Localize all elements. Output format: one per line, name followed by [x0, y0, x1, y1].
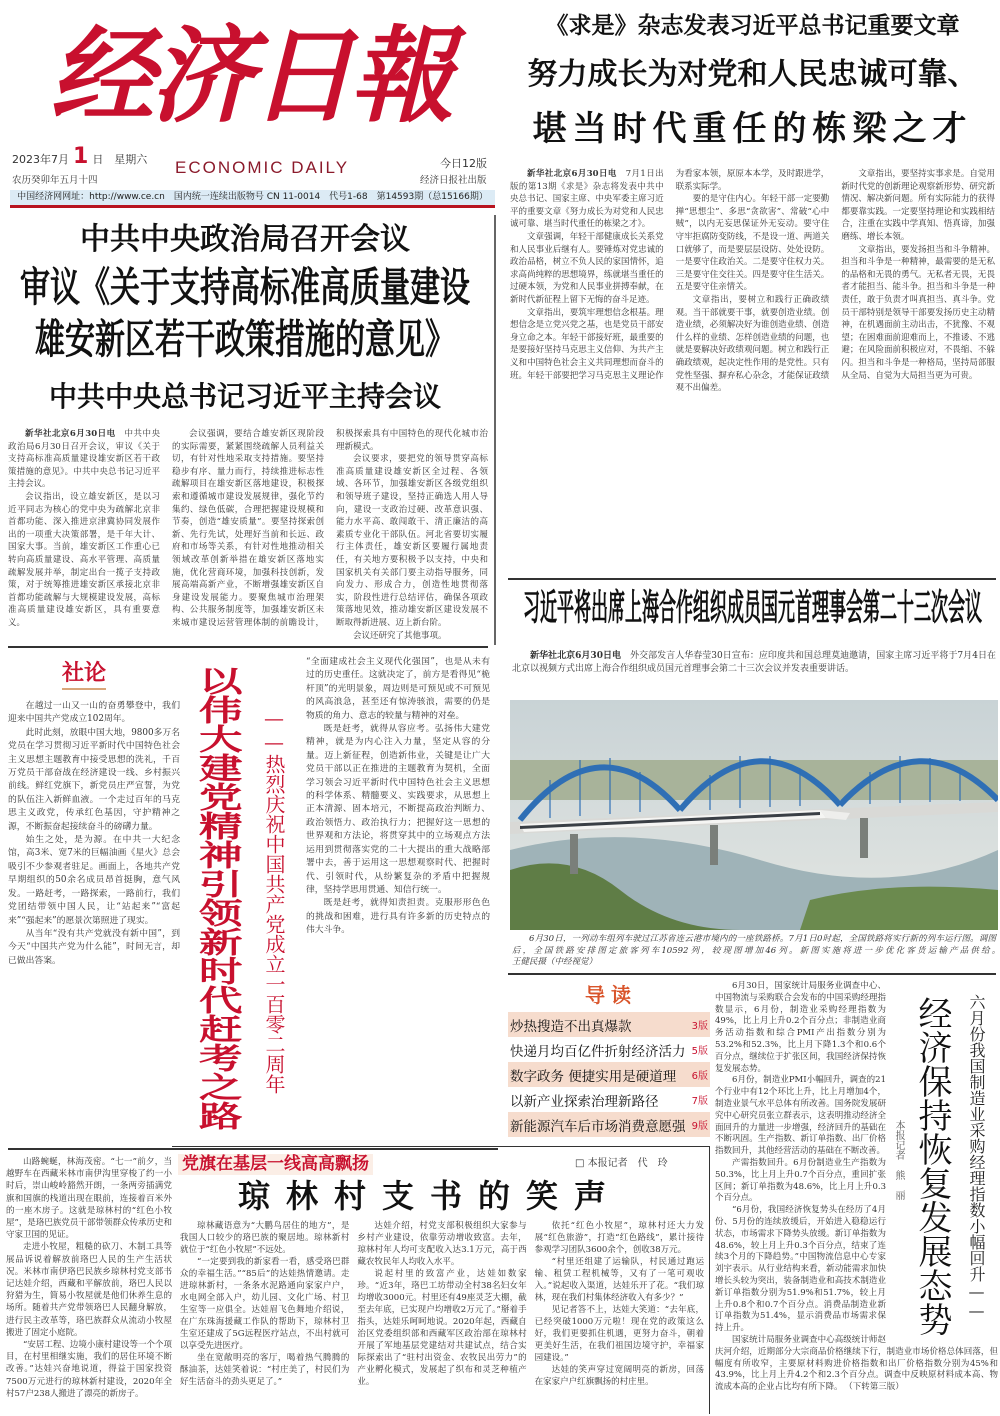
photo-image [510, 700, 998, 930]
guide-list [508, 1012, 710, 1137]
paragraph: 国家统计局服务业调查中心高级统计师赵庆河介绍，近期部分大宗商品价格继续下行，制造业市场价格总体回落，但幅度有所收窄，主要原材料购进价格指数和出厂价格指数分别为45%和43.9%，比上月上升4.2个和2.3个百分点。调查中反映原材料成本高、物流成本高的企业占比均有所下降。 [715, 1334, 998, 1393]
paragraph: 琼林藏语意为“大鹏鸟居住的地方”，是我国人口较少的珞巴族的聚居地。琼林新村就位于“红色小牧屋”不远处。 [180, 1221, 350, 1255]
qiushi-title-line1: 努力成长为对党和人民忠诚可靠、 [527, 57, 978, 92]
guide-item-text: 以新产业探索治理新路径 [510, 1093, 659, 1110]
feature-byline: □ 本报记者 代 玲 [575, 1158, 668, 1169]
date-day: 1 [73, 144, 89, 169]
paragraph: 既是赶考，就得知责担责。克服形形色色的挑战和困难，进行具有许多新的历史特点的伟大斗争。 [306, 898, 490, 936]
paragraph: 山路蜿蜒，林海茂密。“七一”前夕，当越野车在西藏米林市南伊沟里穿梭了约一小时后，崇山峻岭豁然开朗，一条两旁插满党旗和国旗的栈道出现在眼前，连接着百米外的一座木房子。这就是琼林村的“红色小牧屋”，是珞巴族党员干部带领群众传承历史和守家卫国的见证。 [6, 1157, 172, 1241]
caption-text: 6月30日，一列动车组列车驶过江苏省连云港市境内的一座铁路桥。7月1日0时起，全国铁路将实行新的列车运行图。调图后，全国铁路安排图定旅客列车10592列，较现图增加46列。新图实施将进一步优化客货运输产品供给。 [512, 934, 996, 956]
feature-left-column [6, 1156, 172, 1400]
qiushi-kicker: 《求是》杂志发表习近平总书记重要文章 [545, 13, 960, 39]
paragraph: “一定要到我的新家看一看，感受珞巴群众的幸福生活。”“85后”的达娃热情邀请。走进琼林新村，一条条水泥路通向家家户户，水电网全部入户，幼儿园、文化广场、村卫生室等一应俱全。达娃眉飞色舞地介绍说，在广东珠海援藏工作队的帮助下，琼林村卫生室还建成了5G远程医疗站点，不出村就可以享受先进医疗。 [180, 1257, 350, 1351]
paragraph: 会议强调，要结合雄安新区现阶段的实际需要，紧紧围绕疏解人员利益关切，有针对性地采取支持措施。要坚持稳步有序、量力而行，持续推进标志性疏解项目在雄安新区落地建设，积极探索和遵循城市建设发展规律，强化节约集约、绿色低碳，合理把握建设规模和节奏，创造“雄安质量”。要坚持探索创新、先行先试，处理好当前和长远、政府和市场等关系，有针对性地推动相关领域改革创新举措在雄安新区落地实施，优化营商环境，加强科技创新，发展高端高新产业，不断增强雄安新区自身建设发展能力。要聚焦城市治理架构、公共服务制度等，加强雄安新区未来城市建设运营管理体制的前瞻设计，积极探索具有中国特色的现代化城市治理新模式。 [172, 429, 488, 628]
lead-title-line2: 雄安新区若干政策措施的意见》 [35, 316, 455, 364]
editorial-subtitle: ——热烈庆祝中国共产党成立一百零二周年 [262, 706, 286, 1094]
train-bridge-photo [510, 700, 998, 930]
feature-right-columns [180, 1220, 704, 1388]
guide-item[interactable] [508, 1087, 710, 1112]
paragraph: 达娃的笑声穿过宽阔明亮的新房，回荡在家家户户红旗飘扬的村庄里。 [534, 1365, 704, 1387]
lead-subtitle: 中共中央总书记习近平主持会议 [48, 380, 441, 413]
paragraph: 走进小牧屋，粗糙的砍刀、木制工具等展品诉说着解放前珞巴人民的生产生活状况。米林市南伊珞巴民族乡琼林村党支部书记达娃介绍，西藏和平解放前，珞巴人民以狩猎为生，简易小牧屋就是他们休养生息的场所。随着共产党带领珞巴人民翻身解放，进行民主改革等，珞巴族群众从流动小牧屋搬进了固定小庭院。 [6, 1242, 172, 1338]
guide-title: 导读 [585, 983, 637, 1007]
sco-title: 习近平将出席上海合作组织成员国元首理事会第二十三次会议 [523, 587, 982, 630]
paragraph: 产需指数回升。6月份制造业生产指数为50.3%，比上月上升0.7个百分点，重回扩张区间；新订单指数为48.6%，比上月上升0.3个百分点。 [715, 1157, 886, 1204]
dateline: 新华社北京6月30日电 [530, 651, 622, 661]
paragraph: 始生之处，是为源。在中共一大纪念馆，高3米、宽7米的巨幅油画《星火》总会吸引不少参观者驻足。画面上，各地共产党早期组织的50余名成员昂首挺胸，意气风发。一路赶考，一路探索，一路前行，我们党团结带领中国人民，让“站起来”“富起来”“强起来”的愿景次第照进了现实。 [8, 835, 180, 926]
paragraph: 中共中央政治局6月30日召开会议，审议《关于支持高标准高质量建设雄安新区若干政策措施的意见》。中共中央总书记习近平主持会议。 [8, 429, 160, 490]
paragraph: 要的是守住内心。年轻干部一定要勤掸“思想尘”、多思“贪欲害”、常破“心中贼”，以内无妄思保证外无妄动。要守住守牢拒腐防变防线，不是设一道、两道关口就够了，而是要层层设防、处处设防。一是要守住政治关。二是要守住权力关。三是要守住交往关。四是要守住生活关。五是要守住亲情关。 [675, 194, 830, 293]
guide-item-page: 9版 [691, 1121, 708, 1132]
paragraph: 坐在宽敞明亮的客厅，喝着热气腾腾的酥油茶，达娃笑着说：“村庄美了，村民们为好生活奋斗的劲头更足了。” [180, 1353, 350, 1387]
dateline: 新华社北京6月30日电 [527, 169, 617, 179]
paragraph: 依托“红色小牧屋”，琼林村还大力发展“红色旅游”，打造“红色路线”，累计接待参观学习团队3600余个，创收38万元。 [534, 1221, 704, 1255]
section-divider [8, 1148, 498, 1150]
publisher: 经济日报社出版 [420, 175, 487, 186]
paragraph: 见记者答不上，达娃大笑道：“去年底，已经突破1000万元啦！现在党的政策这么好，我们更要抓住机遇，更努力奋斗，朝着更美好生活，在我们祖国边境守护，幸福家园建设。” [534, 1305, 704, 1363]
section-divider [508, 973, 996, 975]
paragraph: 6月30日，国家统计局服务业调查中心、中国物流与采购联合会发布的中国采购经理指数显示，6月份，制造业采购经理指数为49%，比上月上升0.2个百分点；非制造业商务活动指数和综合PMI产出指数分别为53.2%和52.3%，比上月下降1.3个和0.6个百分点，继续位于扩张区间，我国经济保持恢复发展态势。 [715, 981, 886, 1074]
pmi-title: 经济保持恢复发展态势 [912, 996, 952, 1336]
paragraph: 6月份，制造业PMI小幅回升，调查的21个行业中有12个环比上升，比上月增加4个，制造业景气水平总体有所改善。国务院发展研究中心研究员张立群表示，这表明推动经济全面回升的力量进一步增强，经济回升的基础在不断巩固。生产指数、新订单指数、出厂价格指数回升，其他经营活动的基础在不断改善。 [715, 1075, 886, 1157]
issue-date [12, 146, 147, 170]
page-count: 今日12版 [440, 157, 487, 170]
editorial-title: 以伟大建党精神引领新时代赶考之路 [193, 666, 244, 1130]
photo-caption [512, 934, 996, 969]
guide-item[interactable] [508, 1112, 710, 1137]
editorial-left-column [8, 700, 180, 968]
paragraph: 7月1日出版的第13期《求是》杂志将发表中共中央总书记、国家主席、中央军委主席习近平的重要文章《努力成长为对党和人民忠诚可靠、堪当时代重任的栋梁之才》。 [510, 169, 664, 230]
guide-item-text: 快递月均百亿件折射经济活力 [510, 1043, 686, 1060]
paragraph: 文章指出，要筑牢理想信念根基。理想信念是立党兴党之基，也是党员干部安身立命之本。年轻干部接好班，最重要的是要接好坚持马克思主义信仰、为共产主义和中国特色社会主义共同理想而奋斗的班。年轻干部要把学习马克思主义理论作为看家本领，原原本本学，及时跟进学，联系实际学。 [510, 169, 830, 381]
paragraph: 既是赶考，就得从容应考。弘扬伟大建党精神，就是为内心注入力量，坚定从容的分量。迈上新征程，创造新伟业，关键是让广大党员干部以正在推进的主题教育为契机，全面学习领会习近平新时代中国特色社会主义思想的科学体系、精髓要义、实践要求，从思想上正本清源、固本培元，不断提高政治判断力、政治领悟力、政治执行力；把握好这一思想的世界观和方法论，将贯穿其中的立场观点方法运用到贯彻落实党的二十大提出的重大战略部署中去，善于运用这一思想观察时代、把握时代、引领时代，从纷繁复杂的矛盾中把握规律，坚持学思用贯通、知信行统一。 [306, 724, 490, 895]
paragraph: “全面建成社会主义现代化强国”，也是从未有过的历史重任。这就决定了，前方是看得见“桅杆顶”的光明景象，周边则是可预见或不可预见的风高浪急，甚至还有惊涛骇浪，需要的仍是物质的角力、意志的较量与精神的对垒。 [306, 657, 490, 721]
info-bar: 中国经济网网址：http://www.ce.cn 国内统一连续出版物号 CN 11-0014 代号1-68 第14593期（总15166期） [10, 190, 495, 208]
lead-title-line1: 审议《关于支持高标准高质量建设 [20, 264, 470, 312]
paragraph: 文章指出，要树立和践行正确政绩观。当干部就要干事，就要创造业绩。创造业绩，必须解决好为谁创造业绩、创造什么样的业绩、怎样创造业绩的问题，也就是要解决好政绩观问题。树立和践行正确政绩观，起决定性作用的是党性。只有党性坚强、摒弃私心杂念，才能保证政绩观不出偏差。 [675, 294, 830, 394]
editorial-right-column [306, 656, 490, 938]
editorial-label: 社论 [62, 660, 106, 690]
paragraph: 文章强调，年轻干部健康成长关系党和人民事业后继有人。要锤炼对党忠诚的政治品格，树立不负人民的家国情怀，追求高尚纯粹的思想境界，练就堪当重任的过硬本领，为党和人民事业拼搏奉献，在新时代新征程上留下无悔的奋斗足迹。 [510, 231, 664, 305]
date-prefix: 2023年7月 [12, 153, 69, 166]
lead-kicker: 中共中央政治局召开会议 [80, 222, 410, 257]
box-border [709, 1146, 710, 1414]
lunar-date: 农历癸卯年五月十四 [12, 175, 98, 186]
paragraph: 在越过一山又一山的奋勇攀登中，我们迎来中国共产党成立102周年。 [8, 701, 180, 725]
paragraph: 说起村里的致富产业，达娃如数家珍。“近3年，珞巴工坊带动全村38名妇女年均增收3000元。村里还有49座灵芝大棚，截至去年底，已实现户均增收2万元了。”掰着手指头，达娃乐呵呵地说。2020年起，西藏自治区党委组织部和西藏军区政治部在琼林村开展了军地基层党建结对共建试点，结合实际探索出了“驻村出资金、农牧民出劳力”的产业孵化模式，发展起了织布和灵芝种植产业。 [357, 1269, 527, 1387]
paragraph: “安居工程、边境小康村建设等一个个项目，在村里相继实施，我们的居住环境不断改善。”达娃兴奋地说道，得益于国家投资7500万元进行的琼林新村建设，2020年全村57户238人搬进了漂亮的新房子。 [6, 1340, 172, 1399]
box-border [172, 1146, 710, 1147]
date-suffix: 日 星期六 [92, 153, 148, 166]
lead-article-body [8, 428, 488, 642]
photo-credit: 王健民摄（中经视觉） [512, 957, 598, 968]
paragraph: “村里还组建了运输队，村民通过跑运输、租赁工程机械等，又有了一笔可观收入。”说起收入渠道，达娃乐开了花。“我们琼林，现在我们村集体经济收入有多少？” [534, 1257, 704, 1303]
english-title: ECONOMIC DAILY [175, 158, 350, 177]
pmi-article-body [715, 981, 998, 1394]
pmi-subtitle: 六月份我国制造业采购经理指数小幅回升—— [967, 994, 986, 1320]
paragraph: “6月份，我国经济恢复势头在经历了4月份、5月份的连续放缓后，开始进入稳稳运行状态，市场需求下降势头放缓。新订单指数为48.6%，较上月上升0.3个百分点，结束了连续3个月的下降趋势。”中国物流信息中心专家刘宇表示。从行业结构来看，新动能需求加快增长头较为突出，装备制造业和高技术制造业新订单指数分别为51.9%和51.7%，较上月上升0.8个和0.7个百分点。消费品制造业新订单指数为51.4%，显示消费品市场需求保持上升。 [715, 1205, 886, 1334]
paragraph: 会议要求，要把党的领导贯穿高标准高质量建设雄安新区全过程、各领域、各环节，加强雄安新区各级党组织和领导班子建设，坚持正确选人用人导向，建设一支政治过硬、改革意识强、能力水平高、敢闯敢干、清正廉洁的高素质专业化干部队伍。河北省要切实履行主体责任，雄安新区要履行属地责任，有关地方要积极予以支持，中央和国家机关有关部门要主动指导服务，同向发力、形成合力，创造性地贯彻落实，阶段性进行总结评估，确保各项政策落地见效，推动雄安新区建设发展不断取得新进展、迈上新台阶。 [336, 454, 488, 628]
guide-item-text: 数字政务 便捷实用是硬道理 [510, 1068, 677, 1085]
paragraph: 从当年“没有共产党就没有新中国”，到今天“中国共产党为什么能”，时间无言，却已做出答案。 [8, 928, 180, 966]
pmi-byline: 本报记者 熊 丽 [893, 1120, 904, 1200]
guide-item[interactable] [508, 1012, 710, 1037]
paragraph: 达娃介绍，村党支部积极组织大家参与乡村产业建设，依靠劳动增收致富。去年，琼林村年人均可支配收入达3.1万元，高于西藏农牧民年人均收入水平。 [357, 1221, 527, 1267]
qiushi-article-body [510, 168, 995, 395]
sco-article-body [512, 650, 996, 677]
guide-item-text: 炒热搜造不出真爆款 [510, 1018, 632, 1035]
guide-item-page: 7版 [691, 1096, 708, 1107]
continued-note: （下转第三版） [848, 1382, 904, 1393]
guide-item-text: 新能源汽车后市场消费意愿强 [510, 1118, 686, 1135]
paragraph: 此时此刻，放眼中国大地，9800多万名党员在学习贯彻习近平新时代中国特色社会主义思想主题教育中接受思想的洗礼，千百万党员干部奋战在经济建设一线、乡村振兴前线。鲜红党旗下，新党员庄严宣誓，为党的队伍注入新鲜血液。一个走过百年的马克思主义政党，传承红色基因，守护精神之源，不断振奋起接续奋斗的磅礴力量。 [8, 727, 180, 832]
feature-title: 琼林村支书的笑声 [238, 1177, 623, 1215]
guide-item-page: 3版 [691, 1021, 708, 1032]
section-divider [508, 578, 996, 580]
paragraph: 文章指出，要发扬担当和斗争精神。担当和斗争是一种精神，最需要的是无私的品格和无畏的勇气。无私者无畏，无畏者才能担当、能斗争。担当和斗争是一种责任，敢于负责才叫真担当、真斗争。党员干部特别是领导干部要发扬历史主动精神，在机遇面前主动出击，不犹豫、不观望；在困难面前迎难而上，不推诿、不逃避；在风险面前积极应对，不畏缩、不躲闪。担当和斗争是一种格局，坚持局部服从全局、自觉为大局担当更为可贵。 [841, 244, 995, 381]
dateline: 新华社北京6月30日电 [25, 429, 116, 439]
guide-item[interactable] [508, 1062, 710, 1087]
paragraph: 会议指出，设立雄安新区，是以习近平同志为核心的党中央为疏解北京非首都功能、深入推进京津冀协同发展作出的一项重大决策部署，是千年大计、国家大事。当前，雄安新区工作重心已转向高质量建设、高水平管理、高质量疏解发展并举，制定出台一揽子支持政策，对于统筹推进雄安新区承接北京非首都功能疏解与大规模建设发展，高标准高质量建设雄安新区，具有重要意义。 [8, 491, 160, 628]
feature-kicker: 党旗在基层一线高高飘扬 [178, 1154, 373, 1175]
newspaper-logo: 经济日報 [50, 14, 451, 137]
column-rule [494, 215, 496, 645]
qiushi-title-line2: 堪当时代重任的栋梁之才 [532, 109, 973, 149]
paragraph: 会议还研究了其他事项。 [353, 630, 447, 641]
guide-item[interactable] [508, 1037, 710, 1062]
paragraph: 文章指出，要坚持实事求是。自觉用新时代党的创新理论观察新形势、研究新情况、解决新问题。所有实际能力的获得都要靠实践。一定要坚持理论和实践相结合，注重在实践中学真知、悟真谛，加强磨练、增长本领。 [841, 169, 995, 242]
guide-item-page: 6版 [691, 1071, 708, 1082]
guide-item-page: 5版 [691, 1046, 708, 1057]
paragraph: 外交部发言人华春莹30日宣布：应印度共和国总理莫迪邀请，国家主席习近平将于7月4日在北京以视频方式出席上海合作组织成员国元首理事会第二十三次会议并发表重要讲话。 [512, 651, 996, 675]
section-divider [8, 646, 488, 648]
